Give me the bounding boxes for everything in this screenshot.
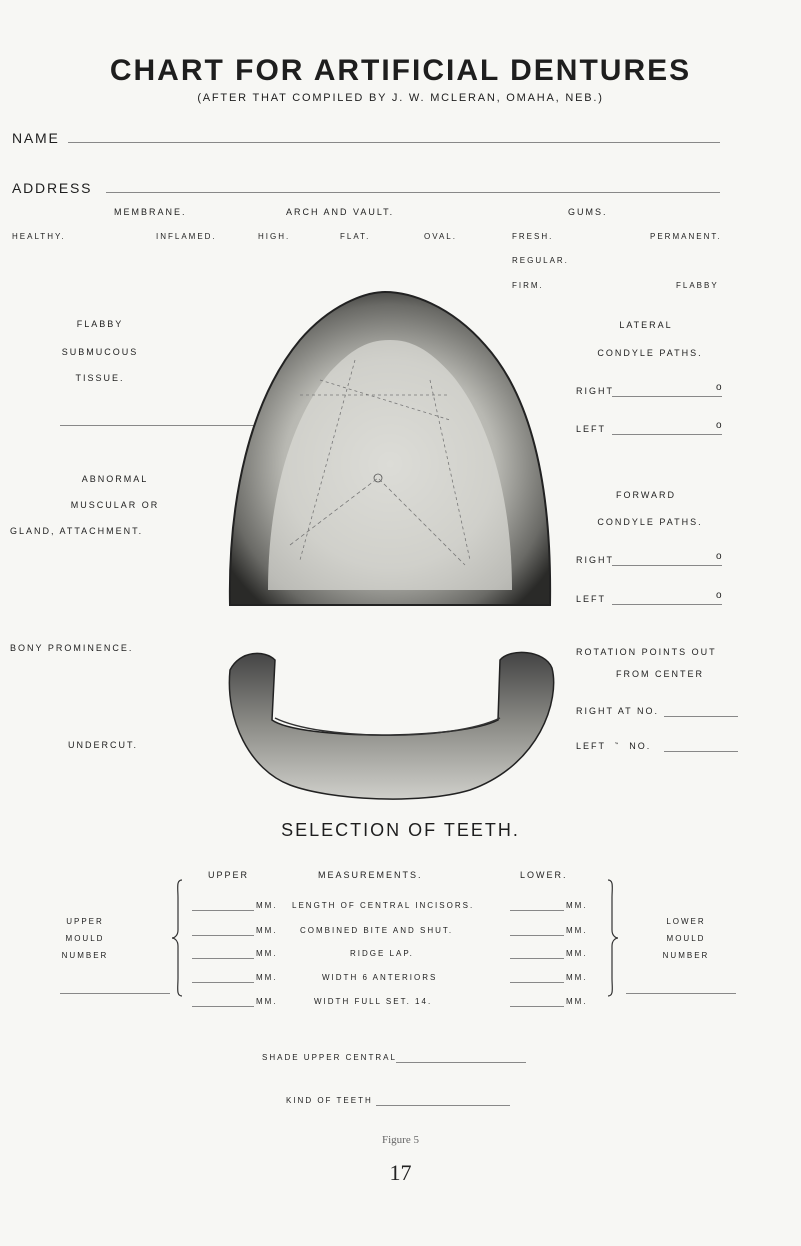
name-label: NAME bbox=[12, 130, 60, 146]
row1-upper-field[interactable] bbox=[192, 910, 254, 911]
undercut-label: UNDERCUT. bbox=[68, 740, 139, 750]
arch-heading: ARCH AND VAULT. bbox=[286, 207, 395, 217]
row3-upper-field[interactable] bbox=[192, 958, 254, 959]
abnormal-label-3: GLAND, ATTACHMENT. bbox=[10, 526, 144, 536]
row1-lower-unit: MM. bbox=[566, 901, 588, 910]
address-label: ADDRESS bbox=[12, 180, 93, 196]
forward-title-1: FORWARD bbox=[616, 490, 676, 500]
row5-lower-field[interactable] bbox=[510, 1006, 564, 1007]
gums-heading: GUMS. bbox=[568, 207, 608, 217]
forward-right-degree: o bbox=[716, 551, 722, 562]
option-firm[interactable]: FIRM. bbox=[512, 281, 544, 290]
lateral-title-2: CONDYLE PATHS. bbox=[597, 348, 703, 358]
row3-label: RIDGE LAP. bbox=[350, 949, 414, 958]
row4-upper-field[interactable] bbox=[192, 982, 254, 983]
row4-lower-field[interactable] bbox=[510, 982, 564, 983]
lower-heading: LOWER. bbox=[520, 870, 568, 880]
row5-label: WIDTH FULL SET. 14. bbox=[314, 997, 433, 1006]
lateral-right-degree: o bbox=[716, 382, 722, 393]
rotation-title-2: FROM CENTER bbox=[616, 669, 704, 679]
upper-mould-field[interactable] bbox=[60, 993, 170, 994]
forward-left-label: LEFT bbox=[576, 594, 607, 604]
row5-upper-field[interactable] bbox=[192, 1006, 254, 1007]
upper-heading: UPPER bbox=[208, 870, 250, 880]
row1-upper-unit: MM. bbox=[256, 901, 278, 910]
upper-denture bbox=[230, 292, 550, 605]
row2-upper-unit: MM. bbox=[256, 926, 278, 935]
flabby-label-3: TISSUE. bbox=[75, 373, 125, 383]
row1-label: LENGTH OF CENTRAL INCISORS. bbox=[292, 901, 475, 910]
option-flat[interactable]: FLAT. bbox=[340, 232, 371, 241]
row2-label: COMBINED BITE AND SHUT. bbox=[300, 926, 454, 935]
lower-mould-field[interactable] bbox=[626, 993, 736, 994]
row3-upper-unit: MM. bbox=[256, 949, 278, 958]
forward-right-field[interactable] bbox=[612, 565, 722, 566]
forward-left-field[interactable] bbox=[612, 604, 722, 605]
left-no-field[interactable] bbox=[664, 751, 738, 752]
shade-label: SHADE UPPER CENTRAL bbox=[262, 1053, 397, 1062]
lower-mould-2: MOULD bbox=[666, 934, 706, 943]
upper-mould-2: MOULD bbox=[65, 934, 105, 943]
forward-left-degree: o bbox=[716, 590, 722, 601]
page-number: 17 bbox=[389, 1160, 412, 1185]
option-fresh[interactable]: FRESH. bbox=[512, 232, 554, 241]
row2-upper-field[interactable] bbox=[192, 935, 254, 936]
right-at-no-field[interactable] bbox=[664, 716, 738, 717]
row2-lower-unit: MM. bbox=[566, 926, 588, 935]
shade-field[interactable] bbox=[396, 1062, 526, 1063]
measurements-heading: MEASUREMENTS. bbox=[318, 870, 423, 880]
selection-title: SELECTION OF TEETH. bbox=[281, 820, 520, 840]
right-brace bbox=[604, 878, 624, 998]
name-field[interactable] bbox=[68, 142, 720, 143]
bony-label: BONY PROMINENCE. bbox=[10, 643, 134, 653]
row2-lower-field[interactable] bbox=[510, 935, 564, 936]
lower-mould-3: NUMBER bbox=[662, 951, 710, 960]
lateral-title-1: LATERAL bbox=[619, 320, 673, 330]
row1-lower-field[interactable] bbox=[510, 910, 564, 911]
flabby-line bbox=[60, 425, 255, 426]
left-brace bbox=[170, 878, 190, 998]
forward-right-label: RIGHT bbox=[576, 555, 614, 565]
lateral-right-label: RIGHT bbox=[576, 386, 614, 396]
row3-lower-unit: MM. bbox=[566, 949, 588, 958]
abnormal-label-1: ABNORMAL bbox=[81, 474, 149, 484]
page-subtitle: (AFTER THAT COMPILED BY J. W. MCLERAN, OMAHA, NEB.) bbox=[197, 92, 604, 104]
right-at-no-label: RIGHT AT NO. bbox=[576, 706, 660, 716]
option-flabby[interactable]: FLABBY bbox=[676, 281, 719, 290]
flabby-label-1: FLABBY bbox=[76, 319, 124, 329]
option-regular[interactable]: REGULAR. bbox=[512, 256, 569, 265]
rotation-title-1: ROTATION POINTS OUT bbox=[576, 647, 717, 657]
option-healthy[interactable]: HEALTHY. bbox=[12, 232, 66, 241]
row4-upper-unit: MM. bbox=[256, 973, 278, 982]
option-high[interactable]: HIGH. bbox=[258, 232, 291, 241]
option-inflamed[interactable]: INFLAMED. bbox=[156, 232, 217, 241]
upper-mould-1: UPPER bbox=[66, 917, 104, 926]
kind-field[interactable] bbox=[376, 1105, 510, 1106]
left-no-label: LEFT ‶ NO. bbox=[576, 741, 652, 751]
lateral-right-field[interactable] bbox=[612, 396, 722, 397]
upper-mould-3: NUMBER bbox=[61, 951, 109, 960]
lateral-left-field[interactable] bbox=[612, 434, 722, 435]
lower-mould-1: LOWER bbox=[666, 917, 706, 926]
abnormal-label-2: MUSCULAR OR bbox=[70, 500, 160, 510]
membrane-heading: MEMBRANE. bbox=[114, 207, 187, 217]
row4-label: WIDTH 6 ANTERIORS bbox=[322, 973, 438, 982]
lateral-left-label: LEFT bbox=[576, 424, 607, 434]
row4-lower-unit: MM. bbox=[566, 973, 588, 982]
row5-upper-unit: MM. bbox=[256, 997, 278, 1006]
kind-label: KIND OF TEETH bbox=[286, 1096, 373, 1105]
page-title: CHART FOR ARTIFICIAL DENTURES bbox=[109, 54, 692, 87]
row3-lower-field[interactable] bbox=[510, 958, 564, 959]
figure-caption: Figure 5 bbox=[382, 1134, 419, 1146]
lower-denture bbox=[229, 652, 553, 799]
option-oval[interactable]: OVAL. bbox=[424, 232, 457, 241]
lateral-left-degree: o bbox=[716, 420, 722, 431]
option-permanent[interactable]: PERMANENT. bbox=[650, 232, 722, 241]
row5-lower-unit: MM. bbox=[566, 997, 588, 1006]
forward-title-2: CONDYLE PATHS. bbox=[597, 517, 703, 527]
flabby-label-2: SUBMUCOUS bbox=[61, 347, 139, 357]
address-field[interactable] bbox=[106, 192, 720, 193]
